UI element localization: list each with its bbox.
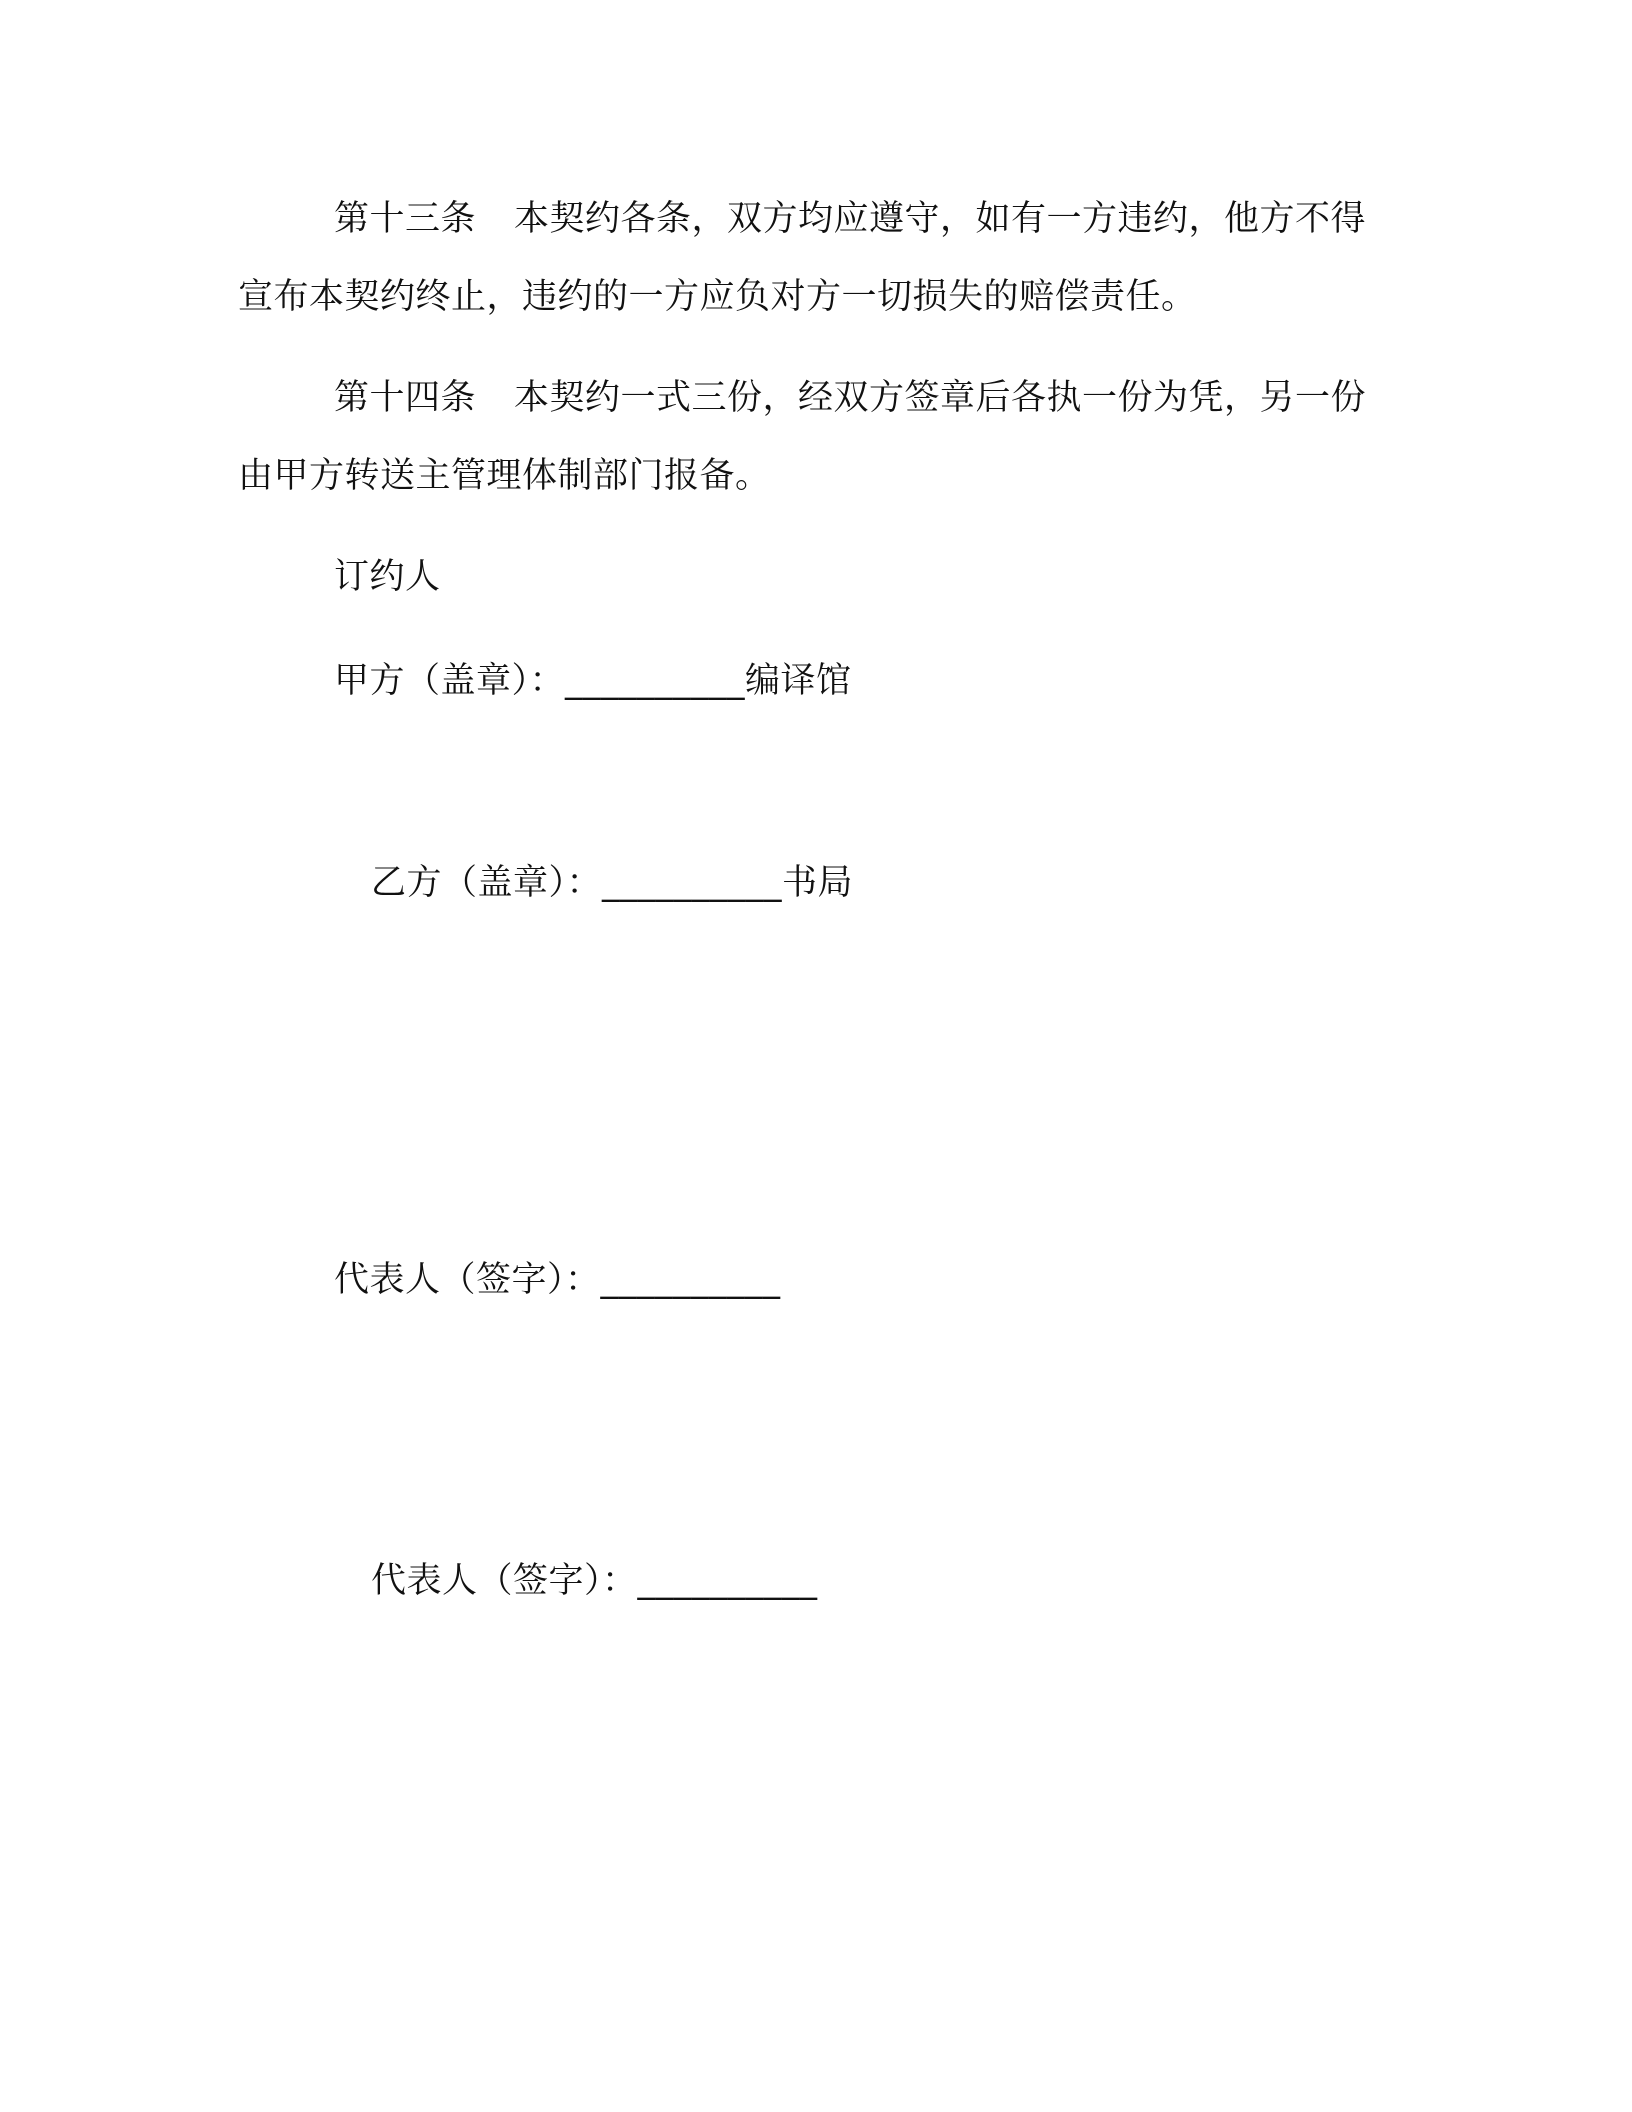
representative-a-signature-line: 代表人（签字）：__________	[334, 1260, 781, 1300]
party-a-seal-line: 甲方（盖章）：__________编译馆	[334, 661, 852, 701]
signatories-label: 订约人	[334, 557, 441, 597]
article-13-text: 本契约各条，双方均应遵守，如有一方违约，他方不得宣布本契约终止，违约的一方应负对方一切损失的赔偿责任。	[238, 199, 1367, 317]
party-b-seal-line: 乙方（盖章）：__________书局	[371, 863, 854, 903]
article-14-text: 本契约一式三份，经双方签章后各执一份为凭，另一份由甲方转送主管理体制部门报备。	[238, 378, 1367, 496]
article-14	[238, 359, 1378, 515]
article-14-heading: 第十四条	[334, 378, 477, 418]
article-13	[238, 180, 1378, 336]
article-13-heading: 第十三条	[334, 199, 477, 239]
representative-b-signature-line: 代表人（签字）：__________	[371, 1561, 818, 1601]
